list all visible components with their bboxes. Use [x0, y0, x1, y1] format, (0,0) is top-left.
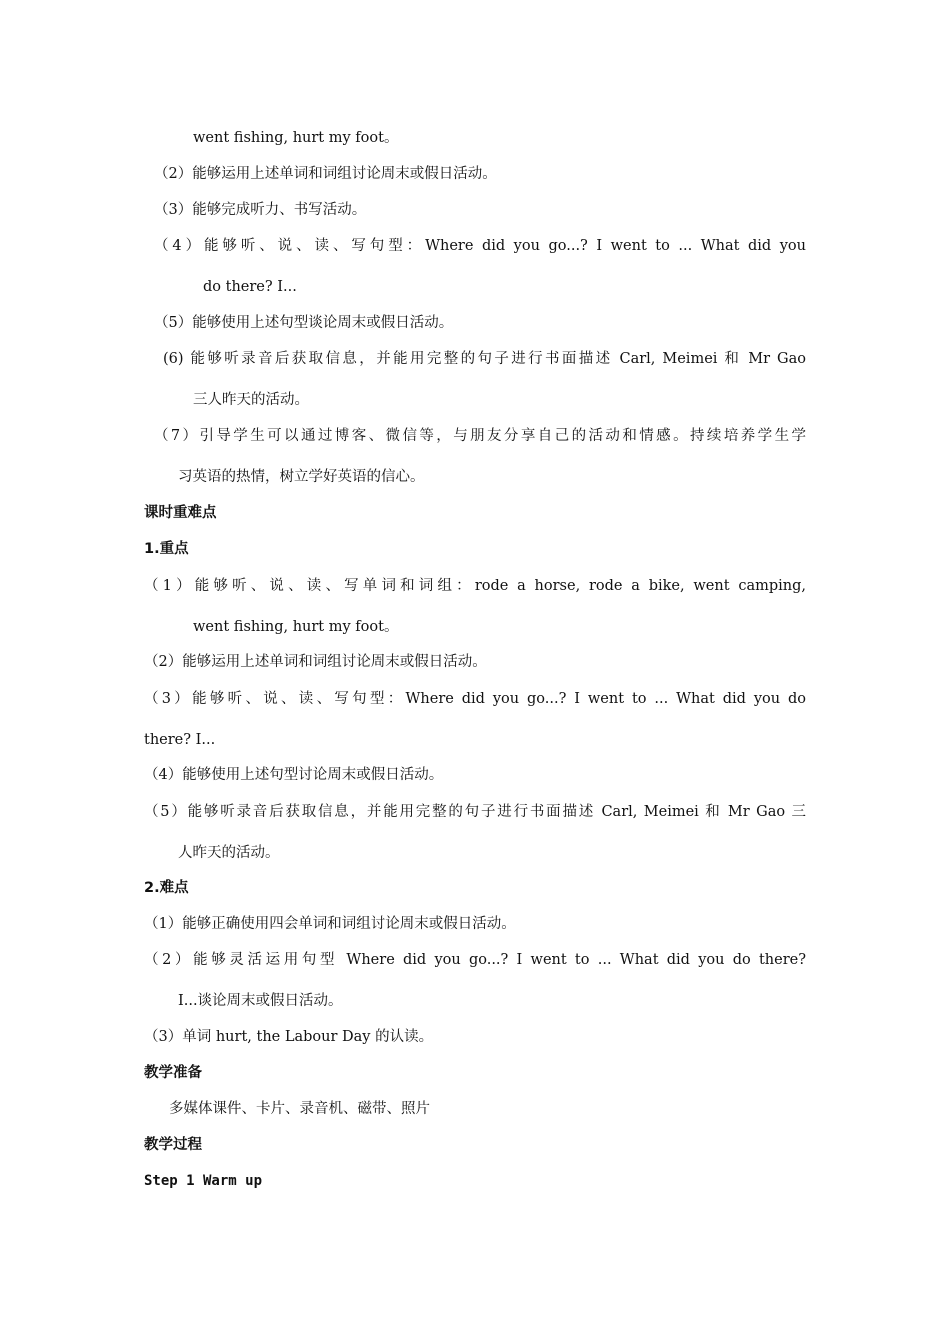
objective-item-3: （3）能够完成听力、书写活动。 [154, 202, 367, 218]
objective-item-5: （5）能够使用上述句型谈论周末或假日活动。 [154, 315, 454, 331]
difficult-point-2: （2）能够灵活运用句型 Where did you go...? I went to ... What did you do there? [144, 952, 806, 968]
difficult-point-3: （3）单词 hurt, the Labour Day 的认读。 [144, 1029, 434, 1045]
key-point-1-cont: went fishing, hurt my foot。 [193, 619, 399, 635]
key-point-3: （3）能够听、说、读、写句型：Where did you go...? I went to ... What did you do [144, 691, 806, 707]
objective-item-4: （4）能够听、说、读、写句型：Where did you go...? I went to ... What did you [154, 238, 806, 254]
step-1-heading: Step 1 Warm up [144, 1173, 263, 1189]
objective-item-7-cont: 习英语的热情，树立学好英语的信心。 [178, 469, 425, 485]
subheading-difficult-points: 2.难点 [144, 880, 189, 896]
key-point-5: （5）能够听录音后获取信息，并能用完整的句子进行书面描述 Carl, Meimei 和 Mr Gao 三 [144, 804, 806, 820]
objective-line: went fishing, hurt my foot。 [193, 130, 399, 146]
key-point-2: （2）能够运用上述单词和词组讨论周末或假日活动。 [144, 654, 487, 670]
section-heading-key-difficult: 课时重难点 [144, 505, 217, 521]
objective-item-2: （2）能够运用上述单词和词组讨论周末或假日活动。 [154, 166, 497, 182]
difficult-point-1: （1）能够正确使用四会单词和词组讨论周末或假日活动。 [144, 916, 516, 932]
difficult-point-2-cont: I...谈论周末或假日活动。 [178, 993, 343, 1009]
key-point-3-cont: there? I... [144, 732, 216, 748]
key-point-5-cont: 人昨天的活动。 [178, 845, 280, 861]
key-point-1: （1）能够听、说、读、写单词和词组：rode a horse, rode a bike, went camping, [144, 578, 806, 594]
objective-item-4-cont: do there? I... [203, 279, 297, 295]
subheading-key-points: 1.重点 [144, 541, 189, 557]
key-point-4: （4）能够使用上述句型讨论周末或假日活动。 [144, 767, 444, 783]
objective-item-6: (6) 能够听录音后获取信息，并能用完整的句子进行书面描述 Carl, Meimei 和 Mr Gao [163, 351, 806, 367]
section-heading-preparation: 教学准备 [144, 1065, 202, 1081]
objective-item-7: （7）引导学生可以通过博客、微信等，与朋友分享自己的活动和情感。持续培养学生学 [154, 428, 806, 444]
objective-item-6-cont: 三人昨天的活动。 [193, 392, 309, 408]
section-heading-process: 教学过程 [144, 1137, 202, 1153]
preparation-materials: 多媒体课件、卡片、录音机、磁带、照片 [169, 1101, 430, 1117]
